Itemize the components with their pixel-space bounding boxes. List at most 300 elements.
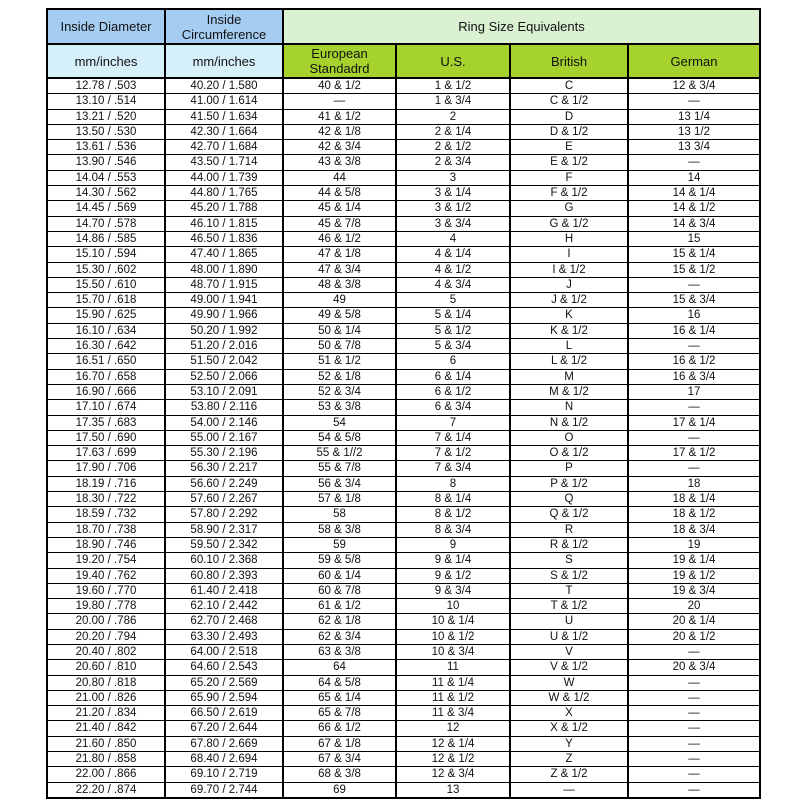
cell-european: 44 — [283, 170, 396, 185]
cell-german: — — [628, 675, 760, 690]
cell-inside-diameter: 13.90 / .546 — [47, 155, 165, 170]
cell-inside-circumference: 60.10 / 2.368 — [165, 553, 283, 568]
cell-german: 16 & 1/2 — [628, 354, 760, 369]
cell-us: 2 & 1/2 — [396, 140, 510, 155]
table-body — [47, 78, 760, 798]
table-row — [47, 522, 760, 537]
cell-british: V — [510, 644, 628, 659]
cell-british: M & 1/2 — [510, 384, 628, 399]
cell-european: — — [283, 94, 396, 109]
cell-german: 19 & 1/4 — [628, 553, 760, 568]
cell-british: G & 1/2 — [510, 216, 628, 231]
cell-inside-diameter: 14.86 / .585 — [47, 231, 165, 246]
cell-european: 64 — [283, 660, 396, 675]
table-row — [47, 293, 760, 308]
cell-german: — — [628, 155, 760, 170]
cell-inside-circumference: 56.60 / 2.249 — [165, 476, 283, 491]
cell-german: — — [628, 690, 760, 705]
cell-us: 10 & 3/4 — [396, 644, 510, 659]
cell-european: 40 & 1/2 — [283, 78, 396, 94]
cell-inside-diameter: 14.70 / .578 — [47, 216, 165, 231]
cell-european: 43 & 3/8 — [283, 155, 396, 170]
cell-european: 62 & 1/8 — [283, 614, 396, 629]
cell-inside-circumference: 66.50 / 2.619 — [165, 706, 283, 721]
cell-german: — — [628, 782, 760, 798]
cell-inside-circumference: 48.70 / 1.915 — [165, 277, 283, 292]
cell-british: S & 1/2 — [510, 568, 628, 583]
table-row — [47, 277, 760, 292]
cell-inside-circumference: 59.50 / 2.342 — [165, 537, 283, 552]
cell-inside-circumference: 57.60 / 2.267 — [165, 492, 283, 507]
cell-german: 15 — [628, 231, 760, 246]
cell-inside-diameter: 21.40 / .842 — [47, 721, 165, 736]
cell-us: 10 & 1/4 — [396, 614, 510, 629]
table-row — [47, 629, 760, 644]
cell-british: R — [510, 522, 628, 537]
table-row — [47, 461, 760, 476]
table-row — [47, 262, 760, 277]
cell-european: 42 & 3/4 — [283, 140, 396, 155]
cell-us: 4 & 1/4 — [396, 247, 510, 262]
cell-british: Y — [510, 736, 628, 751]
cell-german: 18 — [628, 476, 760, 491]
header-british: British — [510, 44, 628, 78]
cell-german: 16 & 1/4 — [628, 323, 760, 338]
cell-european: 60 & 1/4 — [283, 568, 396, 583]
cell-german: 14 & 3/4 — [628, 216, 760, 231]
table-row — [47, 752, 760, 767]
cell-european: 45 & 1/4 — [283, 201, 396, 216]
cell-inside-circumference: 55.30 / 2.196 — [165, 446, 283, 461]
cell-european: 47 & 3/4 — [283, 262, 396, 277]
cell-british: X — [510, 706, 628, 721]
cell-us: 5 & 1/2 — [396, 323, 510, 338]
cell-european: 54 & 5/8 — [283, 430, 396, 445]
cell-european: 44 & 5/8 — [283, 186, 396, 201]
cell-us: 12 & 3/4 — [396, 767, 510, 782]
header-german: German — [628, 44, 760, 78]
table-row — [47, 400, 760, 415]
table-row — [47, 201, 760, 216]
cell-us: 5 & 3/4 — [396, 339, 510, 354]
cell-german: — — [628, 461, 760, 476]
cell-inside-diameter: 13.61 / .536 — [47, 140, 165, 155]
cell-german: 15 & 1/4 — [628, 247, 760, 262]
cell-us: 11 — [396, 660, 510, 675]
cell-inside-circumference: 51.50 / 2.042 — [165, 354, 283, 369]
header-row-groups — [47, 9, 760, 44]
cell-european: 48 & 3/8 — [283, 277, 396, 292]
cell-german: 16 & 3/4 — [628, 369, 760, 384]
cell-german: — — [628, 721, 760, 736]
cell-inside-circumference: 45.20 / 1.788 — [165, 201, 283, 216]
cell-european: 56 & 3/4 — [283, 476, 396, 491]
cell-inside-circumference: 50.20 / 1.992 — [165, 323, 283, 338]
cell-german: — — [628, 400, 760, 415]
table-row — [47, 736, 760, 751]
cell-inside-circumference: 41.00 / 1.614 — [165, 94, 283, 109]
header-us: U.S. — [396, 44, 510, 78]
cell-german: 20 & 3/4 — [628, 660, 760, 675]
table-row — [47, 384, 760, 399]
table-row — [47, 109, 760, 124]
cell-us: 8 & 1/2 — [396, 507, 510, 522]
header-ring-size-equivalents: Ring Size Equivalents — [283, 9, 760, 44]
cell-us: 1 & 3/4 — [396, 94, 510, 109]
cell-british: U — [510, 614, 628, 629]
table-row — [47, 476, 760, 491]
cell-british: J & 1/2 — [510, 293, 628, 308]
cell-inside-circumference: 60.80 / 2.393 — [165, 568, 283, 583]
table-row — [47, 308, 760, 323]
cell-inside-diameter: 16.10 / .634 — [47, 323, 165, 338]
cell-german: 19 & 1/2 — [628, 568, 760, 583]
cell-european: 42 & 1/8 — [283, 124, 396, 139]
cell-inside-diameter: 19.80 / .778 — [47, 599, 165, 614]
cell-german: 20 — [628, 599, 760, 614]
cell-inside-circumference: 48.00 / 1.890 — [165, 262, 283, 277]
cell-british: P & 1/2 — [510, 476, 628, 491]
cell-european: 49 & 5/8 — [283, 308, 396, 323]
cell-european: 62 & 3/4 — [283, 629, 396, 644]
cell-inside-circumference: 46.50 / 1.836 — [165, 231, 283, 246]
cell-us: 10 — [396, 599, 510, 614]
cell-european: 60 & 7/8 — [283, 583, 396, 598]
cell-inside-circumference: 69.70 / 2.744 — [165, 782, 283, 798]
cell-german: — — [628, 767, 760, 782]
cell-inside-diameter: 17.63 / .699 — [47, 446, 165, 461]
cell-german: 12 & 3/4 — [628, 78, 760, 94]
cell-british: L & 1/2 — [510, 354, 628, 369]
cell-european: 54 — [283, 415, 396, 430]
cell-inside-diameter: 16.70 / .658 — [47, 369, 165, 384]
cell-european: 50 & 7/8 — [283, 339, 396, 354]
cell-inside-diameter: 15.30 / .602 — [47, 262, 165, 277]
cell-inside-circumference: 67.80 / 2.669 — [165, 736, 283, 751]
table-row — [47, 170, 760, 185]
cell-british: I & 1/2 — [510, 262, 628, 277]
cell-british: K — [510, 308, 628, 323]
cell-inside-diameter: 17.35 / .683 — [47, 415, 165, 430]
table-row — [47, 124, 760, 139]
table-row — [47, 614, 760, 629]
cell-european: 68 & 3/8 — [283, 767, 396, 782]
table-row — [47, 155, 760, 170]
cell-european: 55 & 7/8 — [283, 461, 396, 476]
cell-inside-diameter: 19.20 / .754 — [47, 553, 165, 568]
cell-european: 50 & 1/4 — [283, 323, 396, 338]
cell-us: 2 — [396, 109, 510, 124]
cell-british: U & 1/2 — [510, 629, 628, 644]
cell-british: X & 1/2 — [510, 721, 628, 736]
cell-european: 63 & 3/8 — [283, 644, 396, 659]
cell-inside-diameter: 16.30 / .642 — [47, 339, 165, 354]
cell-inside-diameter: 15.10 / .594 — [47, 247, 165, 262]
cell-us: 3 & 3/4 — [396, 216, 510, 231]
cell-inside-diameter: 15.70 / .618 — [47, 293, 165, 308]
cell-us: 6 & 1/4 — [396, 369, 510, 384]
cell-german: 13 1/4 — [628, 109, 760, 124]
cell-inside-diameter: 18.70 / .738 — [47, 522, 165, 537]
table-row — [47, 660, 760, 675]
cell-inside-diameter: 15.90 / .625 — [47, 308, 165, 323]
table-row — [47, 507, 760, 522]
cell-inside-circumference: 54.00 / 2.146 — [165, 415, 283, 430]
cell-us: 9 & 1/4 — [396, 553, 510, 568]
cell-german: 13 1/2 — [628, 124, 760, 139]
cell-inside-diameter: 20.20 / .794 — [47, 629, 165, 644]
cell-us: 7 & 1/4 — [396, 430, 510, 445]
cell-inside-diameter: 15.50 / .610 — [47, 277, 165, 292]
cell-british: M — [510, 369, 628, 384]
cell-european: 61 & 1/2 — [283, 599, 396, 614]
cell-european: 41 & 1/2 — [283, 109, 396, 124]
cell-inside-circumference: 63.30 / 2.493 — [165, 629, 283, 644]
cell-british: O & 1/2 — [510, 446, 628, 461]
cell-european: 55 & 1//2 — [283, 446, 396, 461]
table-row — [47, 706, 760, 721]
cell-inside-circumference: 64.60 / 2.543 — [165, 660, 283, 675]
cell-british: F & 1/2 — [510, 186, 628, 201]
cell-german: 14 & 1/4 — [628, 186, 760, 201]
cell-inside-diameter: 21.60 / .850 — [47, 736, 165, 751]
cell-inside-diameter: 17.50 / .690 — [47, 430, 165, 445]
cell-british: F — [510, 170, 628, 185]
cell-british: S — [510, 553, 628, 568]
cell-european: 59 — [283, 537, 396, 552]
table-row — [47, 568, 760, 583]
cell-us: 2 & 3/4 — [396, 155, 510, 170]
cell-european: 52 & 3/4 — [283, 384, 396, 399]
cell-british: E & 1/2 — [510, 155, 628, 170]
cell-inside-diameter: 22.20 / .874 — [47, 782, 165, 798]
cell-us: 2 & 1/4 — [396, 124, 510, 139]
ring-size-chart — [46, 8, 761, 799]
table-row — [47, 369, 760, 384]
cell-british: D & 1/2 — [510, 124, 628, 139]
header-inside-diameter: Inside Diameter — [47, 9, 165, 44]
table-row — [47, 354, 760, 369]
cell-inside-diameter: 21.00 / .826 — [47, 690, 165, 705]
cell-british: C — [510, 78, 628, 94]
cell-inside-diameter: 13.21 / .520 — [47, 109, 165, 124]
cell-british: R & 1/2 — [510, 537, 628, 552]
cell-us: 11 & 1/4 — [396, 675, 510, 690]
cell-inside-circumference: 58.90 / 2.317 — [165, 522, 283, 537]
cell-inside-circumference: 40.20 / 1.580 — [165, 78, 283, 94]
cell-german: 14 & 1/2 — [628, 201, 760, 216]
cell-european: 47 & 1/8 — [283, 247, 396, 262]
cell-inside-diameter: 17.90 / .706 — [47, 461, 165, 476]
cell-european: 49 — [283, 293, 396, 308]
cell-british: Z & 1/2 — [510, 767, 628, 782]
cell-european: 46 & 1/2 — [283, 231, 396, 246]
cell-us: 9 — [396, 537, 510, 552]
cell-inside-circumference: 62.10 / 2.442 — [165, 599, 283, 614]
cell-inside-diameter: 20.60 / .810 — [47, 660, 165, 675]
cell-german: — — [628, 277, 760, 292]
cell-us: 4 — [396, 231, 510, 246]
cell-us: 6 & 3/4 — [396, 400, 510, 415]
cell-british: Z — [510, 752, 628, 767]
cell-british: I — [510, 247, 628, 262]
cell-inside-diameter: 20.40 / .802 — [47, 644, 165, 659]
cell-european: 65 & 1/4 — [283, 690, 396, 705]
table-row — [47, 721, 760, 736]
cell-inside-circumference: 46.10 / 1.815 — [165, 216, 283, 231]
cell-german: — — [628, 339, 760, 354]
cell-us: 8 & 1/4 — [396, 492, 510, 507]
cell-german: 20 & 1/4 — [628, 614, 760, 629]
cell-us: 5 & 1/4 — [396, 308, 510, 323]
cell-inside-diameter: 14.30 / .562 — [47, 186, 165, 201]
header-european-standard: European Standadrd — [283, 44, 396, 78]
cell-german: 15 & 3/4 — [628, 293, 760, 308]
cell-german: — — [628, 736, 760, 751]
cell-us: 10 & 1/2 — [396, 629, 510, 644]
cell-british: T — [510, 583, 628, 598]
cell-us: 12 — [396, 721, 510, 736]
cell-british: K & 1/2 — [510, 323, 628, 338]
table-row — [47, 553, 760, 568]
cell-european: 45 & 7/8 — [283, 216, 396, 231]
cell-german: 17 & 1/4 — [628, 415, 760, 430]
cell-inside-diameter: 19.40 / .762 — [47, 568, 165, 583]
cell-inside-diameter: 17.10 / .674 — [47, 400, 165, 415]
cell-inside-circumference: 65.90 / 2.594 — [165, 690, 283, 705]
cell-us: 6 & 1/2 — [396, 384, 510, 399]
cell-european: 51 & 1/2 — [283, 354, 396, 369]
table-row — [47, 690, 760, 705]
header-row-units — [47, 44, 760, 78]
table-row — [47, 446, 760, 461]
cell-inside-diameter: 13.50 / .530 — [47, 124, 165, 139]
cell-inside-circumference: 64.00 / 2.518 — [165, 644, 283, 659]
cell-inside-diameter: 18.19 / .716 — [47, 476, 165, 491]
cell-inside-circumference: 49.00 / 1.941 — [165, 293, 283, 308]
cell-british: L — [510, 339, 628, 354]
table-row — [47, 430, 760, 445]
cell-inside-circumference: 53.80 / 2.116 — [165, 400, 283, 415]
cell-us: 12 & 1/4 — [396, 736, 510, 751]
cell-british: W & 1/2 — [510, 690, 628, 705]
cell-german: — — [628, 752, 760, 767]
table-row — [47, 537, 760, 552]
table-row — [47, 323, 760, 338]
cell-us: 5 — [396, 293, 510, 308]
cell-us: 11 & 1/2 — [396, 690, 510, 705]
cell-british: H — [510, 231, 628, 246]
cell-inside-diameter: 22.00 / .866 — [47, 767, 165, 782]
cell-german: 20 & 1/2 — [628, 629, 760, 644]
cell-inside-diameter: 20.80 / .818 — [47, 675, 165, 690]
cell-inside-circumference: 52.50 / 2.066 — [165, 369, 283, 384]
cell-us: 11 & 3/4 — [396, 706, 510, 721]
cell-us: 3 & 1/2 — [396, 201, 510, 216]
cell-inside-circumference: 69.10 / 2.719 — [165, 767, 283, 782]
cell-british: P — [510, 461, 628, 476]
cell-inside-circumference: 47.40 / 1.865 — [165, 247, 283, 262]
table-row — [47, 782, 760, 798]
cell-inside-circumference: 49.90 / 1.966 — [165, 308, 283, 323]
cell-inside-diameter: 12.78 / .503 — [47, 78, 165, 94]
cell-us: 7 — [396, 415, 510, 430]
cell-european: 67 & 3/4 — [283, 752, 396, 767]
cell-european: 67 & 1/8 — [283, 736, 396, 751]
cell-european: 64 & 5/8 — [283, 675, 396, 690]
table-row — [47, 186, 760, 201]
table-row — [47, 247, 760, 262]
cell-british: G — [510, 201, 628, 216]
ring-size-table — [46, 8, 761, 799]
cell-inside-circumference: 43.50 / 1.714 — [165, 155, 283, 170]
cell-us: 4 & 3/4 — [396, 277, 510, 292]
cell-inside-circumference: 42.70 / 1.684 — [165, 140, 283, 155]
cell-british: T & 1/2 — [510, 599, 628, 614]
table-row — [47, 583, 760, 598]
cell-inside-circumference: 56.30 / 2.217 — [165, 461, 283, 476]
cell-european: 58 — [283, 507, 396, 522]
cell-us: 9 & 3/4 — [396, 583, 510, 598]
cell-inside-circumference: 55.00 / 2.167 — [165, 430, 283, 445]
cell-inside-circumference: 65.20 / 2.569 — [165, 675, 283, 690]
cell-inside-circumference: 57.80 / 2.292 — [165, 507, 283, 522]
cell-inside-circumference: 44.00 / 1.739 — [165, 170, 283, 185]
table-row — [47, 78, 760, 94]
cell-european: 66 & 1/2 — [283, 721, 396, 736]
cell-us: 8 & 3/4 — [396, 522, 510, 537]
cell-us: 3 — [396, 170, 510, 185]
cell-inside-circumference: 41.50 / 1.634 — [165, 109, 283, 124]
cell-us: 7 & 1/2 — [396, 446, 510, 461]
cell-inside-diameter: 21.20 / .834 — [47, 706, 165, 721]
cell-european: 57 & 1/8 — [283, 492, 396, 507]
cell-inside-circumference: 67.20 / 2.644 — [165, 721, 283, 736]
cell-german: — — [628, 706, 760, 721]
header-mm-inches-diameter: mm/inches — [47, 44, 165, 78]
cell-us: 13 — [396, 782, 510, 798]
cell-german: 19 — [628, 537, 760, 552]
cell-british: O — [510, 430, 628, 445]
header-inside-circumference: Inside Circumference — [165, 9, 283, 44]
cell-inside-diameter: 18.30 / .722 — [47, 492, 165, 507]
cell-german: — — [628, 430, 760, 445]
cell-inside-diameter: 16.90 / .666 — [47, 384, 165, 399]
cell-german: 15 & 1/2 — [628, 262, 760, 277]
cell-inside-circumference: 68.40 / 2.694 — [165, 752, 283, 767]
cell-british: E — [510, 140, 628, 155]
cell-british: — — [510, 782, 628, 798]
table-header — [47, 9, 760, 78]
table-row — [47, 599, 760, 614]
cell-us: 8 — [396, 476, 510, 491]
cell-inside-circumference: 62.70 / 2.468 — [165, 614, 283, 629]
cell-european: 69 — [283, 782, 396, 798]
table-row — [47, 675, 760, 690]
cell-european: 52 & 1/8 — [283, 369, 396, 384]
cell-german: 16 — [628, 308, 760, 323]
cell-us: 9 & 1/2 — [396, 568, 510, 583]
table-row — [47, 231, 760, 246]
cell-german: 14 — [628, 170, 760, 185]
cell-british: J — [510, 277, 628, 292]
cell-british: N & 1/2 — [510, 415, 628, 430]
cell-german: 17 & 1/2 — [628, 446, 760, 461]
table-row — [47, 94, 760, 109]
cell-inside-circumference: 44.80 / 1.765 — [165, 186, 283, 201]
cell-british: W — [510, 675, 628, 690]
cell-us: 7 & 3/4 — [396, 461, 510, 476]
